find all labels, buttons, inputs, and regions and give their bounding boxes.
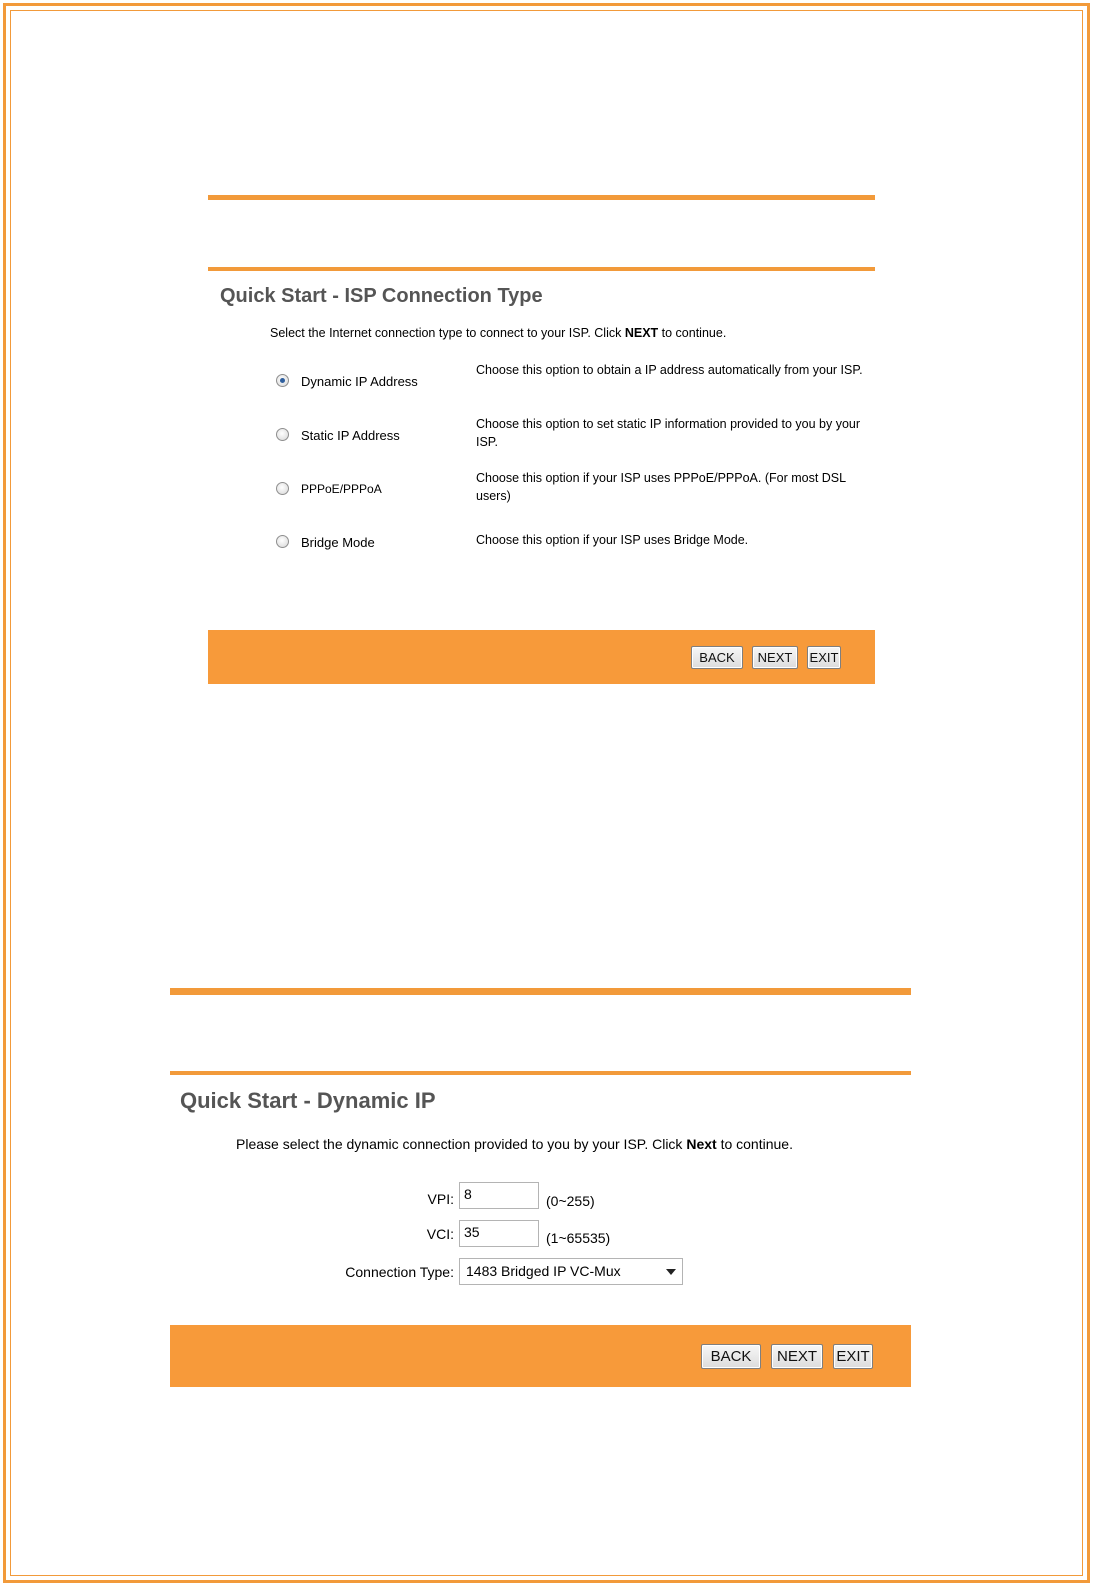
- vci-label: VCI:: [426, 1226, 454, 1242]
- option-description: Choose this option to obtain a IP address automatically from your ISP.: [476, 363, 863, 377]
- option-label[interactable]: Bridge Mode: [301, 535, 375, 550]
- option-description: Choose this option if your ISP uses Bridge Mode.: [476, 533, 749, 547]
- next-button[interactable]: NEXT: [752, 646, 798, 669]
- intro-text: Please select the dynamic connection provided to you by your ISP. Click Next to continue.: [236, 1136, 793, 1152]
- radio-bridge[interactable]: [276, 535, 289, 548]
- isp-connection-type-panel: [208, 195, 875, 685]
- back-button[interactable]: BACK: [701, 1344, 761, 1369]
- back-button[interactable]: BACK: [691, 646, 743, 669]
- radio-static-ip[interactable]: [276, 428, 289, 441]
- header-divider-line: [170, 1071, 911, 1075]
- dynamic-ip-panel: [170, 988, 911, 1388]
- connection-type-label: Connection Type:: [345, 1264, 454, 1280]
- footer-bar: [208, 630, 875, 684]
- top-orange-line: [208, 195, 875, 200]
- option-description: Choose this option if your ISP uses PPPoE/PPPoA. (For most DSL users): [476, 471, 846, 503]
- radio-pppoe[interactable]: [276, 482, 289, 495]
- option-label[interactable]: Static IP Address: [301, 428, 400, 443]
- vpi-input[interactable]: 8: [459, 1182, 539, 1209]
- option-description: Choose this option to set static IP information provided to you by your ISP.: [476, 417, 861, 449]
- connection-type-value: 1483 Bridged IP VC-Mux: [466, 1263, 621, 1279]
- exit-button[interactable]: EXIT: [807, 646, 841, 669]
- vpi-label: VPI:: [427, 1191, 454, 1207]
- vci-hint: (1~65535): [546, 1230, 611, 1246]
- vpi-hint: (0~255): [546, 1193, 595, 1209]
- next-button[interactable]: NEXT: [771, 1344, 823, 1369]
- footer-bar: [170, 1325, 911, 1387]
- exit-button[interactable]: EXIT: [833, 1344, 873, 1369]
- page-title: Quick Start - ISP Connection Type: [220, 285, 543, 307]
- option-label[interactable]: PPPoE/PPPoA: [301, 482, 382, 496]
- page-title: Quick Start - Dynamic IP: [180, 1088, 436, 1113]
- vci-input[interactable]: 35: [459, 1220, 539, 1247]
- chevron-down-icon: [666, 1269, 676, 1275]
- intro-text: Select the Internet connection type to connect to your ISP. Click NEXT to continue.: [270, 326, 727, 340]
- header-divider-line: [208, 267, 875, 271]
- radio-dynamic-ip[interactable]: [276, 374, 289, 387]
- connection-type-select[interactable]: [459, 1258, 683, 1285]
- top-orange-line: [170, 988, 911, 995]
- option-label[interactable]: Dynamic IP Address: [301, 374, 418, 389]
